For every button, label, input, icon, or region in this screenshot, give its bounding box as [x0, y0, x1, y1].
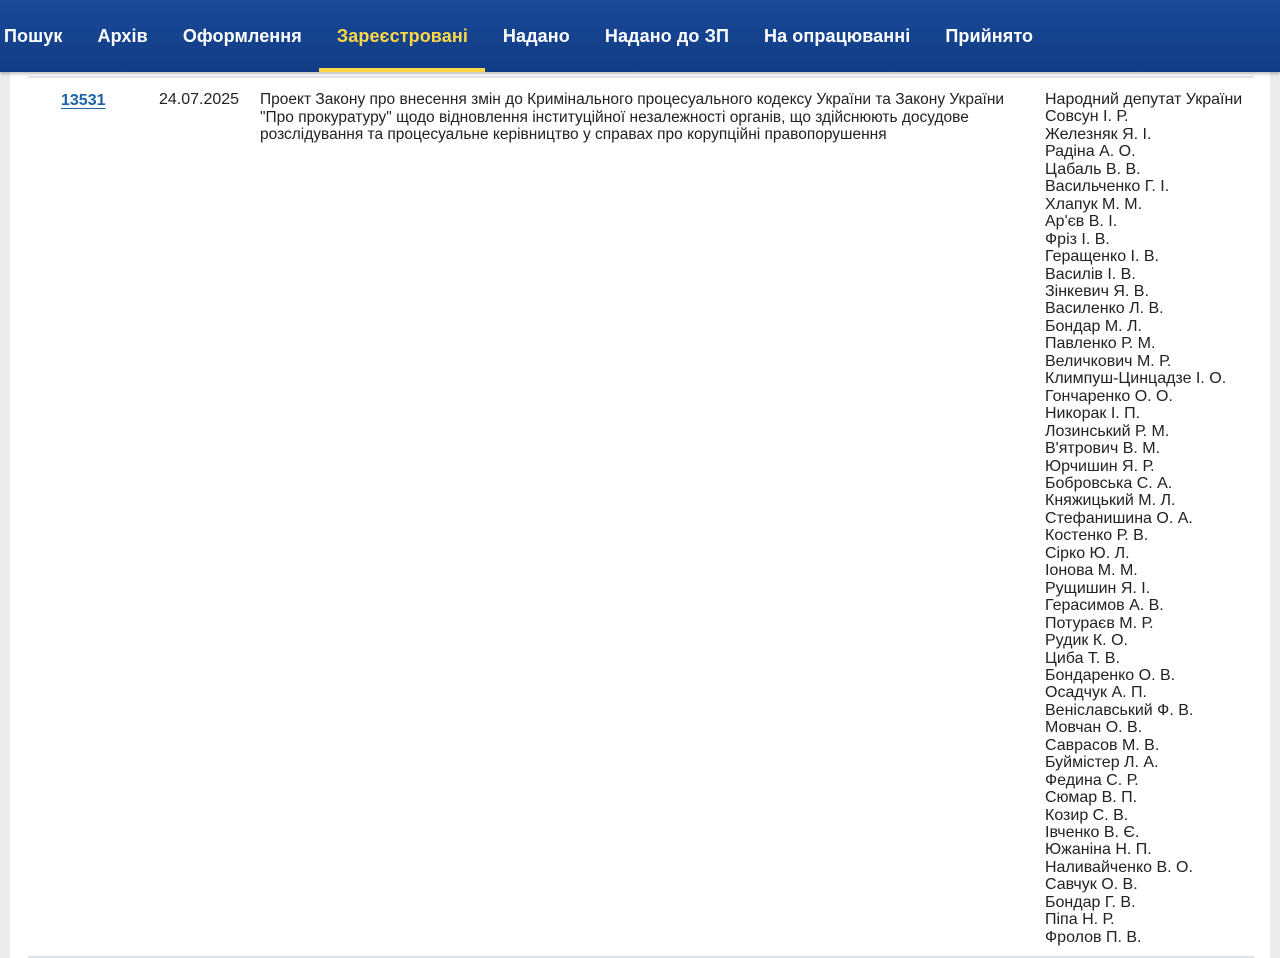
tab-archive[interactable]: Архів [97, 25, 148, 46]
table-row [28, 76, 1254, 958]
content-panel [10, 72, 1270, 958]
author-item: Васильченко Г. І. [1045, 178, 1170, 196]
author-item: Сірко Ю. Л. [1045, 544, 1130, 562]
author-item: В'ятрович В. М. [1045, 440, 1161, 458]
author-item: Іонова М. М. [1045, 562, 1138, 580]
author-item: Козир С. В. [1045, 806, 1129, 824]
bill-authors [1045, 91, 1242, 946]
author-item: Костенко Р. В. [1045, 527, 1149, 545]
author-item: Величкович М. Р. [1045, 352, 1172, 370]
author-item: Федина С. Р. [1045, 771, 1139, 789]
author-item: Сюмар В. П. [1045, 789, 1138, 807]
tab-submitted[interactable]: Надано [502, 25, 570, 46]
author-item: Івченко В. Є. [1045, 824, 1140, 842]
author-item: Геращенко І. В. [1045, 248, 1159, 266]
author-item: Василів І. В. [1045, 265, 1136, 283]
author-item: Потураєв М. Р. [1045, 614, 1154, 632]
author-item: Бондар М. Л. [1045, 317, 1142, 335]
bill-title: Проект Закону про внесення змін до Кримінального процесуального кодексу України та Закону України "Про прокуратуру" щодо відновлення інституційної незалежності органів, що здійснюють досудове розслідування та процесуальне керівництво у справах про корупційні правопорушення [260, 91, 1005, 143]
author-item: Зінкевич Я. В. [1045, 282, 1149, 300]
author-item: Гончаренко О. О. [1045, 387, 1173, 405]
author-item: Осадчук А. П. [1045, 684, 1147, 702]
author-item: Радіна А. О. [1045, 143, 1136, 161]
tab-search[interactable]: Пошук [4, 25, 63, 46]
tab-in-processing[interactable]: На опрацюванні [764, 25, 911, 46]
tab-registered[interactable]: Зареєстровані [319, 0, 485, 72]
author-item: Василенко Л. В. [1045, 300, 1164, 318]
author-item: Веніславський Ф. В. [1045, 701, 1194, 719]
top-navigation [0, 0, 1280, 72]
tab-submitted-to-plenary[interactable]: Надано до ЗП [604, 25, 729, 46]
author-item: Мовчан О. В. [1045, 719, 1143, 737]
author-item: Циба Т. В. [1045, 649, 1120, 667]
author-item: Фролов П. В. [1045, 928, 1142, 946]
author-item: Піпа Н. Р. [1045, 911, 1115, 929]
tab-bar [0, 0, 1280, 72]
author-item: Фріз І. В. [1045, 230, 1110, 248]
author-item: Железняк Я. І. [1045, 125, 1152, 143]
author-item: Лозинський Р. М. [1045, 422, 1170, 440]
author-item: Герасимов А. В. [1045, 597, 1164, 615]
bill-number-link[interactable]: 13531 [61, 92, 106, 109]
author-item: Совсун І. Р. [1045, 108, 1129, 126]
author-item: Никорак І. П. [1045, 405, 1141, 423]
author-item: Южаніна Н. П. [1045, 841, 1152, 859]
author-item: Хлапук М. М. [1045, 195, 1143, 213]
author-item: Наливайченко В. О. [1045, 858, 1193, 876]
author-list [1045, 108, 1242, 946]
tab-drafting[interactable]: Оформлення [182, 25, 302, 46]
author-item: Стефанишина О. А. [1045, 509, 1193, 527]
author-item: Павленко Р. М. [1045, 335, 1156, 353]
author-item: Бобровська С. А. [1045, 474, 1173, 492]
author-item: Цабаль В. В. [1045, 160, 1141, 178]
registration-date: 24.07.2025 [159, 91, 240, 108]
author-item: Бондар Г. В. [1045, 893, 1136, 911]
author-item: Ар'єв В. І. [1045, 213, 1118, 231]
author-item: Буймістер Л. А. [1045, 754, 1159, 772]
author-item: Саврасов М. В. [1045, 736, 1160, 754]
author-item: Бондаренко О. В. [1045, 666, 1176, 684]
author-item: Климпуш-Цинцадзе І. О. [1045, 370, 1227, 388]
author-item: Рущишин Я. І. [1045, 579, 1151, 597]
author-item: Савчук О. В. [1045, 876, 1138, 894]
author-item: Юрчишин Я. Р. [1045, 457, 1155, 475]
tab-adopted[interactable]: Прийнято [945, 25, 1034, 46]
authors-heading: Народний депутат України [1045, 91, 1243, 108]
author-item: Рудик К. О. [1045, 632, 1128, 650]
author-item: Княжицький М. Л. [1045, 492, 1176, 510]
